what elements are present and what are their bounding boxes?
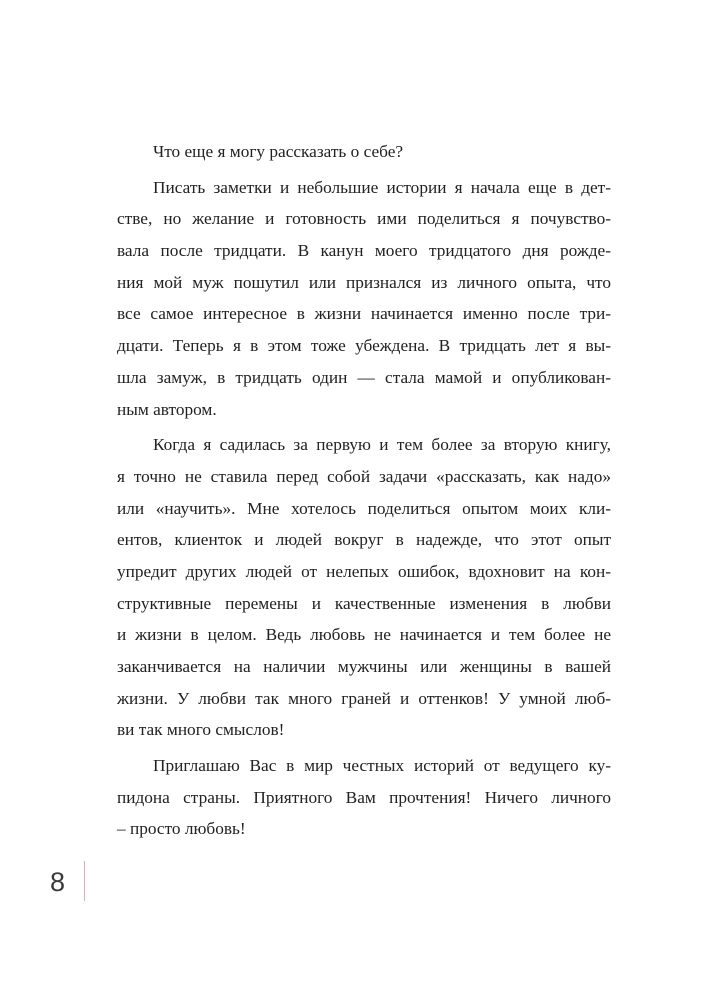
text-line: структивные перемены и качественные изменения в любви (117, 593, 611, 613)
text-line: ентов, клиенток и людей вокруг в надежде, что этот опыт (117, 530, 611, 550)
text-line: и жизни в целом. Ведь любовь не начинается и тем более не (117, 625, 611, 645)
text-line: заканчивается на наличии мужчины или женщины в вашей (117, 657, 611, 676)
text-line: Писать заметки и небольшие истории я начала еще в дет- (153, 177, 611, 197)
text-line: пидона страны. Приятного Вам прочтения! Ничего личного (117, 787, 611, 807)
paragraph-3 (117, 429, 611, 746)
text-line: упредит других людей от нелепых ошибок, вдохновит на кон- (117, 561, 611, 581)
body-text (117, 136, 611, 845)
text-line: стве, но желание и готовность ими поделиться я почувство- (117, 209, 611, 229)
text-line: я точно не ставила перед собой задачи «рассказать, как надо» (117, 466, 611, 486)
text-line: ви так много смыслов! (117, 720, 285, 740)
text-line: или «научить». Мне хотелось поделиться опытом моих кли- (117, 498, 611, 518)
page-number: 8 (50, 867, 66, 897)
paragraph-1 (117, 136, 611, 168)
text-line: ным автором. (117, 399, 217, 419)
text-line: ния мой муж пошутил или признался из личного опыта, что (117, 272, 611, 292)
text-line: жизни. У любви так много граней и оттенков! У умной люб- (117, 688, 611, 708)
text-line: Приглашаю Вас в мир честных историй от ведущего ку- (153, 756, 611, 776)
text-line: Когда я садилась за первую и тем более за вторую книгу, (153, 435, 611, 455)
text-line: вала после тридцати. В канун моего тридцатого дня рожде- (117, 241, 611, 261)
text-line: – просто любовь! (117, 819, 246, 839)
paragraph-4 (117, 750, 611, 845)
paragraph-2 (117, 172, 611, 426)
text-line: все самое интересное в жизни начинается именно после три- (117, 304, 611, 324)
text-line: дцати. Теперь я в этом тоже убеждена. В тридцать лет я вы- (117, 336, 611, 356)
text-line: шла замуж, в тридцать один — стала мамой и опубликован- (117, 367, 611, 387)
text-line: Что еще я могу рассказать о себе? (153, 142, 404, 161)
page-number-divider (84, 861, 85, 901)
